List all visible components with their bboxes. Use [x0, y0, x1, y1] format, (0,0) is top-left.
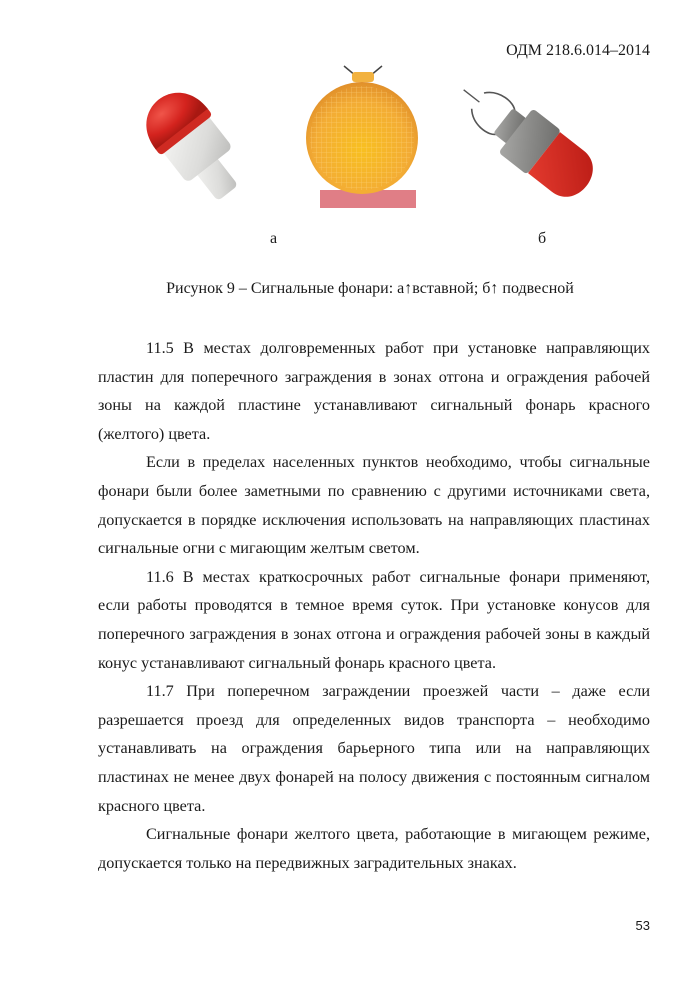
figure-signal-lamps: [0, 62, 700, 222]
figure-sublabel-a: а: [270, 230, 278, 247]
body-text: [98, 334, 650, 877]
yellow-round-signal-lamp-icon: [296, 62, 428, 212]
red-signal-lamp-insert-icon: [118, 68, 258, 216]
paragraph-yellow-flashing: Сигнальные фонари желтого цвета, работающие в мигающем режиме, допускается только на передвижных заградительных знаках.: [98, 825, 650, 872]
paragraph-populated-areas: Если в пределах населенных пунктов необходимо, чтобы сигнальные фонари были более заметными по сравнению с другими источниками света, допускается в порядке исключения использовать на направляющих пластинах сигнальные огни с мигающим желтым светом.: [98, 453, 650, 558]
paragraph-11-6: 11.6 В местах краткосрочных работ сигнальные фонари применяют, если работы проводятся в темное время суток. При установке конусов для поперечного заграждения в зонах отгона и ограждения рабочей зоны в каждый конус устанавливают сигнальный фонарь красного цвета.: [98, 567, 650, 672]
red-signal-lamp-hanging-icon: [453, 70, 613, 218]
paragraph-11-5: 11.5 В местах долговременных работ при установке направляющих пластин для поперечного заграждения в зонах отгона и ограждения рабочей зоны на каждой пластине устанавливают сигнальный фонарь красного (желтого) цвета.: [98, 339, 650, 443]
paragraph-11-7: 11.7 При поперечном заграждении проезжей части – даже если разрешается проезд для определенных видов транспорта – необходимо устанавливать на ограждения барьерного типа или на направляющих пластинах не менее двух фонарей на полосу движения с постоянным сигналом красного цвета.: [98, 682, 650, 815]
document-code: ОДМ 218.6.014–2014: [506, 42, 650, 59]
page-number: 53: [635, 918, 650, 933]
figure-caption: Рисунок 9 – Сигнальные фонари: а↑вставной; б↑ подвесной: [166, 280, 574, 297]
figure-sublabel-b: б: [538, 230, 547, 247]
